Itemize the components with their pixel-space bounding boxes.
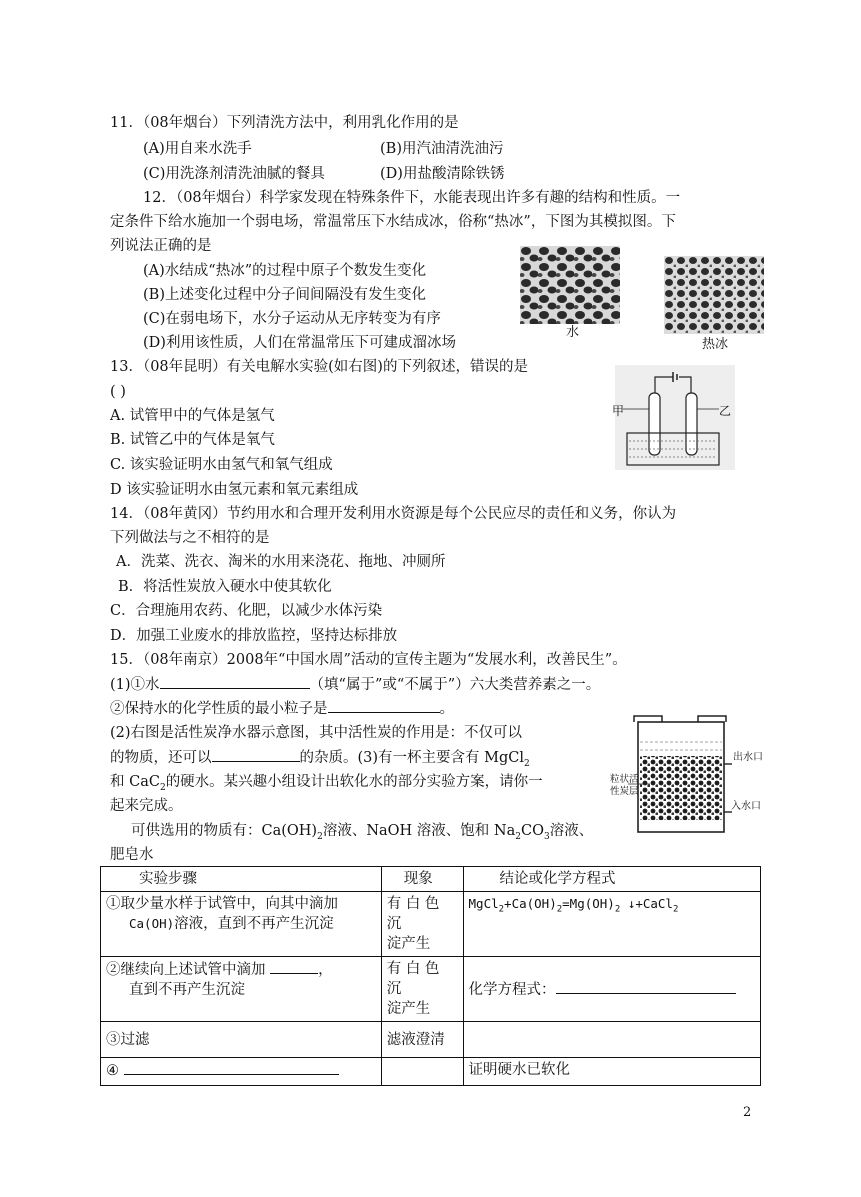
step1-phenomenon bbox=[381, 892, 463, 957]
q15-materials-line2: 肥皂水 bbox=[110, 847, 154, 863]
carbon-impurity-blank[interactable] bbox=[212, 747, 300, 762]
step4-blank[interactable] bbox=[124, 1060, 339, 1075]
mgcl2-subscript: 2 bbox=[524, 758, 530, 769]
tube-jia-label: 甲 bbox=[612, 404, 625, 418]
q15-part1b-pre: ②保持水的化学性质的最小粒子是 bbox=[110, 701, 328, 717]
step3-cell: ③过滤 bbox=[101, 1022, 382, 1058]
page-number: 2 bbox=[743, 1105, 752, 1120]
water-outlet-label: 出水口 bbox=[733, 752, 763, 763]
step4-phenomenon bbox=[381, 1058, 463, 1086]
eq-sub-3: 2 bbox=[614, 904, 621, 915]
step2-line1 bbox=[106, 959, 376, 980]
q13-answer-paren: ( ) bbox=[110, 384, 126, 400]
q14-line2: 下列做法与之不相符的是 bbox=[110, 530, 270, 546]
step3-phenomenon: 滤液澄清 bbox=[381, 1022, 463, 1058]
water-inlet-label: 入水口 bbox=[731, 801, 761, 812]
step2-phenomenon-line1: 有 白 色 沉 bbox=[386, 961, 440, 997]
q15-cac2-label: 和 CaC bbox=[110, 774, 160, 790]
table-header-row bbox=[101, 867, 761, 892]
q15-part2-line3-post: 的硬水。某兴趣小组设计出软化水的部分实验方案，请你一 bbox=[165, 774, 543, 790]
step2-line1-post: ， bbox=[318, 962, 333, 978]
step1-cell bbox=[101, 892, 382, 957]
step2-equation bbox=[463, 957, 760, 1022]
q13-option-a: A. 试管甲中的气体是氢气 bbox=[110, 408, 275, 424]
q15-materials-mid: 溶液、NaOH 溶液、饱和 Na bbox=[322, 823, 516, 839]
q14-line1: 14．（08年黄冈）节约用水和合理开发利用水资源是每个公民应尽的责任和义务，你认为 bbox=[110, 506, 677, 522]
q12-option-d: (D)利用该性质，人们在常温常压下可建成溜冰场 bbox=[143, 335, 456, 351]
eq-mgoh2: =Mg(OH) bbox=[562, 896, 615, 911]
step4-cell bbox=[101, 1058, 382, 1086]
q15-part1a-post: （填“属于”或“不属于”）六大类营养素之一。 bbox=[309, 677, 601, 693]
step2-phenomenon-line2: 淀产生 bbox=[386, 1001, 431, 1017]
step2-phenomenon bbox=[381, 957, 463, 1022]
q12-line3: 列说法正确的是 bbox=[110, 238, 212, 254]
q11-option-c: (C)用洗涤剂清洗油腻的餐具 bbox=[143, 166, 325, 182]
q11-stem: 11．（08年烟台）下列清洗方法中，利用乳化作用的是 bbox=[110, 115, 459, 131]
water-structure-figure bbox=[520, 246, 620, 328]
q15-part2-line2 bbox=[110, 747, 530, 774]
step2-cell bbox=[101, 957, 382, 1022]
q14-option-b: B．将活性炭放入硬水中使其软化 bbox=[118, 579, 332, 595]
water-nutrient-blank[interactable] bbox=[160, 674, 310, 689]
header-conclusion: 结论或化学方程式 bbox=[463, 867, 760, 892]
tube-yi-label: 乙 bbox=[719, 404, 732, 418]
q15-materials-pre: 可供选用的物质有：Ca(OH) bbox=[131, 823, 318, 839]
q15-part2-line2-post: 的杂质。(3)有一杯主要含有 MgCl bbox=[299, 750, 525, 766]
q15-stem: 15．（08年南京）2008年“中国水周”活动的宣传主题为“发展水利，改善民生”。 bbox=[110, 652, 627, 668]
step1-line2 bbox=[106, 914, 376, 934]
cac2-subscript: 2 bbox=[159, 782, 166, 793]
step3-conclusion bbox=[463, 1022, 760, 1058]
q14-option-c: C．合理施用农药、化肥，以减少水体污染 bbox=[110, 603, 383, 619]
smallest-particle-blank[interactable] bbox=[328, 698, 440, 713]
q15-part2-line4: 起来完成。 bbox=[110, 798, 183, 814]
q12-option-b: (B)上述变化过程中分子间间隔没有发生变化 bbox=[143, 287, 426, 303]
q15-part1a-pre: (1)①水 bbox=[110, 677, 160, 693]
table-row bbox=[101, 1058, 761, 1086]
eq-sub-2: 2 bbox=[556, 904, 563, 915]
reagent-blank[interactable] bbox=[270, 959, 318, 974]
q15-materials bbox=[131, 821, 593, 847]
hot-ice-structure-figure bbox=[664, 256, 764, 338]
step1-caoh2: Ca(OH) bbox=[129, 916, 175, 931]
step2-line1-pre: ②继续向上述试管中滴加 bbox=[106, 962, 266, 978]
experiment-table bbox=[100, 866, 761, 1086]
eq-mgcl2: MgCl bbox=[468, 896, 499, 911]
table-row bbox=[101, 892, 761, 957]
q13-option-c: C. 该实验证明水由氢气和氧气组成 bbox=[110, 457, 333, 473]
eq-cacl2: ↓+CaCl bbox=[627, 896, 673, 911]
step1-line1: ①取少量水样于试管中，向其中滴加 bbox=[106, 896, 338, 912]
q11-option-b: (B)用汽油清洗油污 bbox=[380, 141, 504, 157]
q12-line1: 12．（08年烟台）科学家发现在特殊条件下，水能表现出许多有趣的结构和性质。一 bbox=[143, 190, 681, 206]
electrolysis-figure bbox=[615, 365, 735, 474]
q15-materials-mid2: CO bbox=[520, 823, 544, 839]
q15-part1b bbox=[110, 698, 454, 719]
step1-line2-post: 溶液，直到不再产生沉淀 bbox=[174, 916, 334, 932]
na2-subscript: 2 bbox=[515, 831, 521, 842]
eq-sub-4: 2 bbox=[672, 904, 679, 915]
q11-option-d: (D)用盐酸清除铁锈 bbox=[380, 166, 505, 182]
q13-option-b: B. 试管乙中的气体是氧气 bbox=[110, 432, 275, 448]
eq-sub-1: 2 bbox=[498, 904, 505, 915]
q15-materials-post: 溶液、 bbox=[549, 823, 594, 839]
q15-part1b-post: 。 bbox=[439, 701, 454, 717]
step1-equation bbox=[463, 892, 760, 957]
caoh2-subscript: 2 bbox=[317, 831, 323, 842]
q12-option-c: (C)在弱电场下，水分子运动从无序转变为有序 bbox=[143, 311, 441, 327]
q13-stem: 13．（08年昆明）有关电解水实验(如右图)的下列叙述，错误的是 bbox=[110, 359, 528, 375]
q12-line2: 定条件下给水施加一个弱电场，常温常压下水结成冰，俗称“热冰”，下图为其模拟图。下 bbox=[110, 214, 676, 230]
carbon-layer-label-2: 性炭层 bbox=[610, 786, 639, 797]
hot-ice-figure-label: 热冰 bbox=[702, 337, 729, 352]
step4-conclusion: 证明硬水已软化 bbox=[463, 1058, 760, 1086]
q15-part2-line2-pre: 的物质，还可以 bbox=[110, 750, 212, 766]
q11-option-a: (A)用自来水洗手 bbox=[143, 141, 252, 157]
q15-part2-line3 bbox=[110, 772, 543, 798]
step2-equation-label: 化学方程式： bbox=[468, 981, 556, 998]
water-figure-label: 水 bbox=[566, 325, 580, 340]
carbon-layer-label-1: 粒状活 bbox=[610, 774, 639, 785]
q12-option-a: (A)水结成“热冰”的过程中原子个数发生变化 bbox=[143, 263, 427, 279]
q14-option-d: D．加强工业废水的排放监控，坚持达标排放 bbox=[110, 628, 398, 644]
equation-blank[interactable] bbox=[556, 979, 736, 994]
eq-caoh2: +Ca(OH) bbox=[504, 896, 557, 911]
step1-equation-text bbox=[468, 896, 679, 915]
table-row bbox=[101, 957, 761, 1022]
q14-option-a: A．洗菜、洗衣、淘米的水用来浇花、拖地、冲厕所 bbox=[116, 554, 446, 570]
step2-line2: 直到不再产生沉淀 bbox=[129, 982, 245, 998]
step1-phenomenon-line2: 淀产生 bbox=[386, 936, 431, 952]
q13-option-d: D 该实验证明水由氢元素和氧元素组成 bbox=[110, 482, 359, 498]
step4-label: ④ bbox=[106, 1063, 119, 1079]
table-row bbox=[101, 1022, 761, 1058]
header-phenomenon: 现象 bbox=[381, 867, 463, 892]
q15-part1a bbox=[110, 674, 600, 695]
header-steps: 实验步骤 bbox=[101, 867, 382, 892]
q15-part2-line1: (2)右图是活性炭净水器示意图，其中活性炭的作用是：不仅可以 bbox=[110, 725, 523, 741]
co3-subscript: 3 bbox=[543, 831, 550, 842]
step1-phenomenon-line1: 有 白 色 沉 bbox=[386, 896, 440, 932]
